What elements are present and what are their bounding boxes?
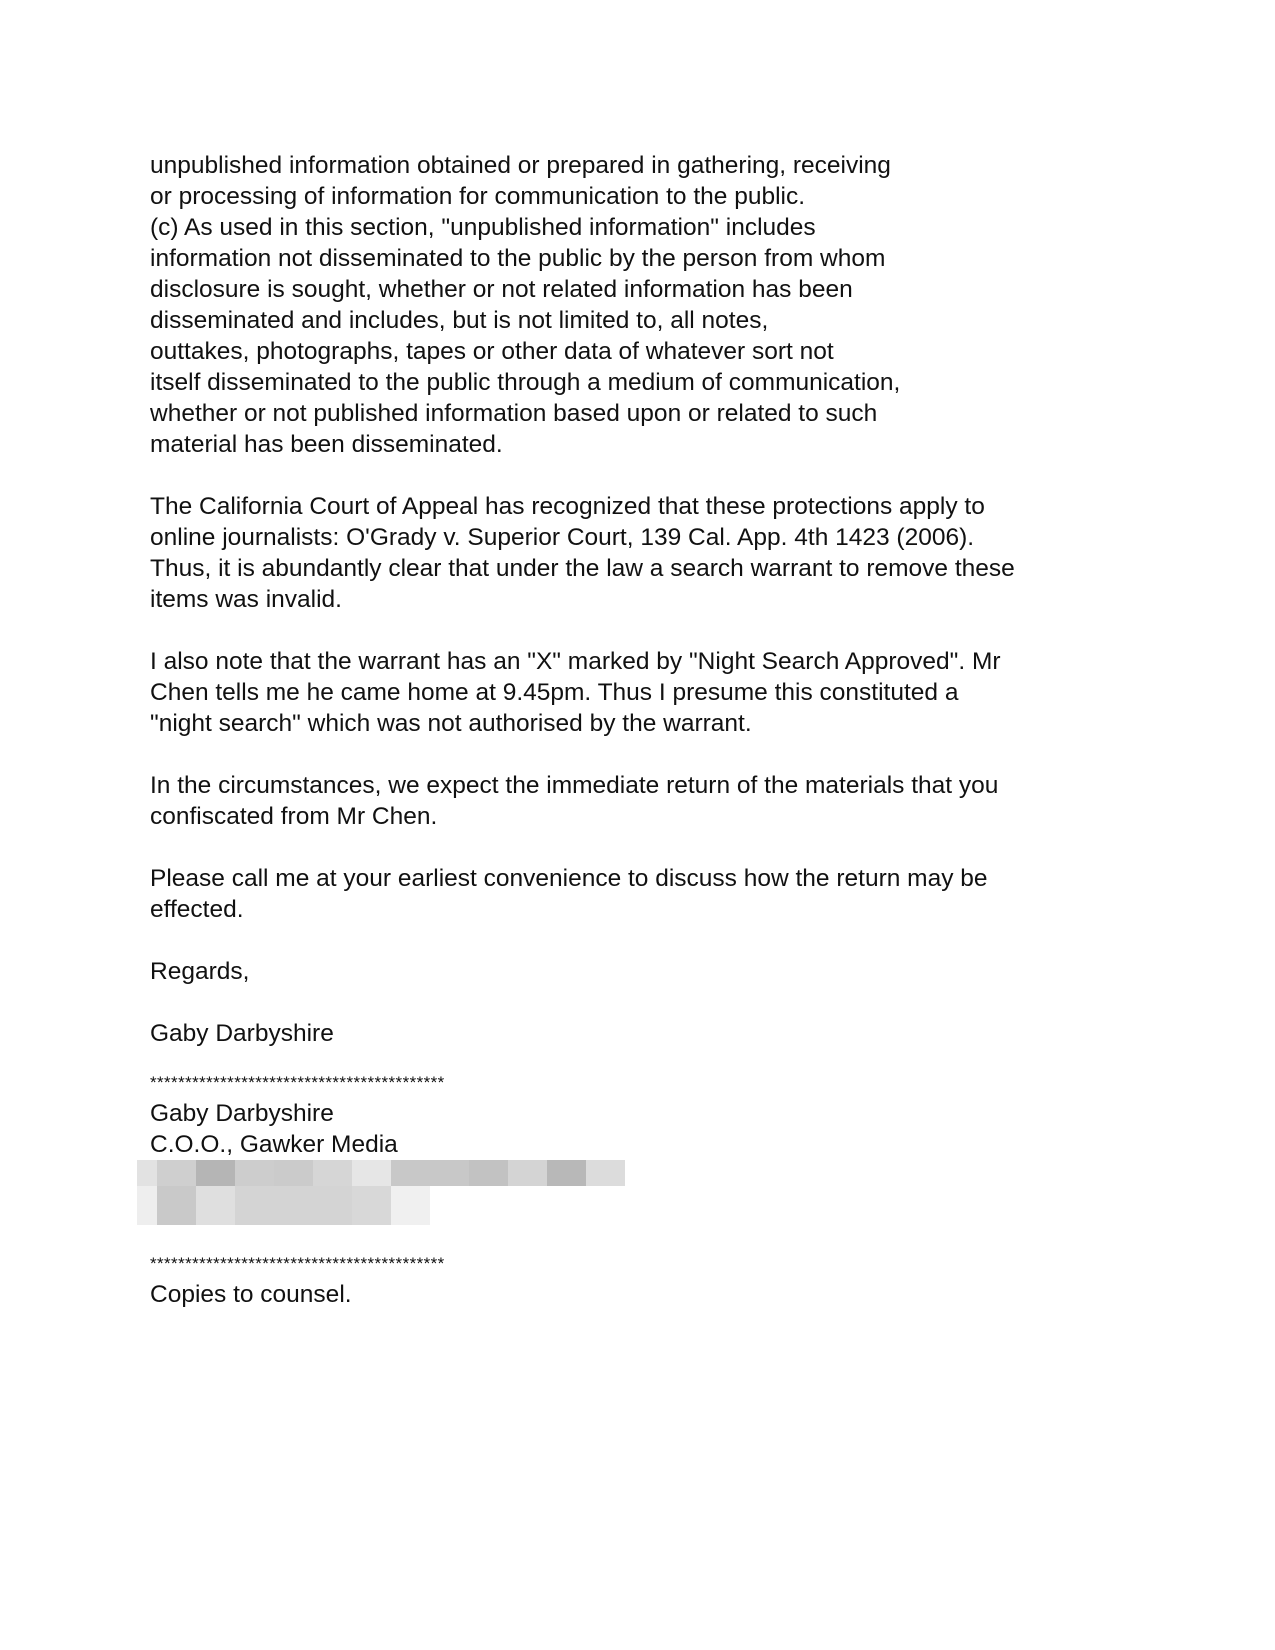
- closing: Regards,: [150, 958, 250, 985]
- text-line: effected.: [150, 896, 244, 923]
- text-line: I also note that the warrant has an "X" marked by "Night Search Approved". Mr: [150, 648, 1001, 675]
- text-line: "night search" which was not authorised by the warrant.: [150, 710, 752, 737]
- letter-page: [150, 150, 1150, 1310]
- statute-paragraph: [150, 150, 1150, 460]
- signature-block-name: Gaby Darbyshire: [150, 1100, 334, 1127]
- text-line: Thus, it is abundantly clear that under the law a search warrant to remove these: [150, 555, 1015, 582]
- separator-bottom: ******************************************: [150, 1254, 445, 1273]
- text-line: Please call me at your earliest convenience to discuss how the return may be: [150, 865, 988, 892]
- text-line: material has been disseminated.: [150, 431, 503, 458]
- text-line: information not disseminated to the public by the person from whom: [150, 245, 886, 272]
- signature-block-title: C.O.O., Gawker Media: [150, 1131, 398, 1158]
- text-line: outtakes, photographs, tapes or other data of whatever sort not: [150, 338, 834, 365]
- text-line: disclosure is sought, whether or not related information has been: [150, 276, 853, 303]
- redacted-contact-info: [137, 1160, 1150, 1226]
- text-line: confiscated from Mr Chen.: [150, 803, 438, 830]
- text-line: online journalists: O'Grady v. Superior Court, 139 Cal. App. 4th 1423 (2006).: [150, 524, 975, 551]
- night-search-paragraph: [150, 646, 1150, 739]
- text-line: items was invalid.: [150, 586, 342, 613]
- text-line: In the circumstances, we expect the immediate return of the materials that you: [150, 772, 999, 799]
- text-line: or processing of information for communication to the public.: [150, 183, 806, 210]
- text-line: whether or not published information based upon or related to such: [150, 400, 878, 427]
- text-line: unpublished information obtained or prepared in gathering, receiving: [150, 152, 891, 179]
- text-line: itself disseminated to the public through a medium of communication,: [150, 369, 901, 396]
- footer-note: Copies to counsel.: [150, 1281, 352, 1308]
- text-line: The California Court of Appeal has recognized that these protections apply to: [150, 493, 985, 520]
- text-line: Chen tells me he came home at 9.45pm. Thus I presume this constituted a: [150, 679, 959, 706]
- return-paragraph: [150, 770, 1150, 832]
- text-line: disseminated and includes, but is not limited to, all notes,: [150, 307, 769, 334]
- separator-top: ******************************************: [150, 1073, 445, 1092]
- text-line: (c) As used in this section, "unpublished information" includes: [150, 214, 816, 241]
- court-paragraph: [150, 491, 1150, 615]
- call-paragraph: [150, 863, 1150, 925]
- signature-name: Gaby Darbyshire: [150, 1020, 334, 1047]
